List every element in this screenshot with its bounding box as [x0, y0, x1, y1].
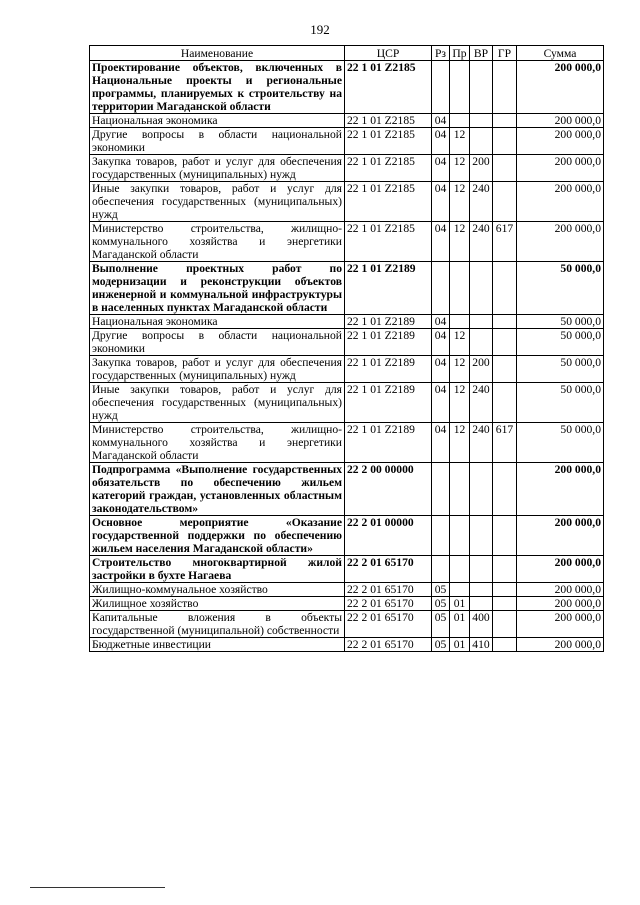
header-rz: Рз	[432, 46, 450, 61]
table-row	[90, 329, 604, 356]
row-vr-cell	[470, 463, 493, 516]
row-sum-cell: 200 000,0	[517, 638, 604, 652]
row-sum-cell: 200 000,0	[517, 222, 604, 262]
row-vr-cell	[470, 315, 493, 329]
row-gr-cell	[493, 182, 517, 222]
row-gr-cell	[493, 329, 517, 356]
row-gr-cell	[493, 356, 517, 383]
header-gr: ГР	[493, 46, 517, 61]
table-row	[90, 597, 604, 611]
row-pr-cell: 12	[450, 155, 470, 182]
row-sum-cell: 50 000,0	[517, 356, 604, 383]
row-pr-cell: 01	[450, 597, 470, 611]
row-csr-cell: 22 1 01 Z2189	[345, 315, 432, 329]
row-gr-cell	[493, 128, 517, 155]
row-rz-cell	[432, 463, 450, 516]
table-row	[90, 222, 604, 262]
row-name-cell: Иные закупки товаров, работ и услуг для обеспечения государственных (муниципальных) нужд	[90, 383, 345, 423]
row-rz-cell: 05	[432, 638, 450, 652]
row-sum-cell: 200 000,0	[517, 516, 604, 556]
row-vr-cell	[470, 262, 493, 315]
table-row	[90, 262, 604, 315]
row-csr-cell: 22 2 01 00000	[345, 516, 432, 556]
row-rz-cell	[432, 556, 450, 583]
row-vr-cell	[470, 329, 493, 356]
row-pr-cell: 12	[450, 329, 470, 356]
row-pr-cell: 12	[450, 222, 470, 262]
row-sum-cell: 200 000,0	[517, 597, 604, 611]
row-vr-cell	[470, 556, 493, 583]
row-sum-cell: 50 000,0	[517, 315, 604, 329]
row-name-cell: Другие вопросы в области национальной экономики	[90, 329, 345, 356]
row-sum-cell: 50 000,0	[517, 262, 604, 315]
row-csr-cell: 22 2 01 65170	[345, 597, 432, 611]
row-rz-cell: 05	[432, 611, 450, 638]
row-gr-cell	[493, 638, 517, 652]
row-sum-cell: 50 000,0	[517, 423, 604, 463]
row-csr-cell: 22 1 01 Z2189	[345, 423, 432, 463]
row-rz-cell: 05	[432, 583, 450, 597]
row-gr-cell: 617	[493, 222, 517, 262]
row-name-cell: Закупка товаров, работ и услуг для обеспечения государственных (муниципальных) нужд	[90, 155, 345, 182]
page-number: 192	[310, 22, 330, 37]
row-pr-cell	[450, 463, 470, 516]
row-name-cell: Подпрограмма «Выполнение государственных обязательств по обеспечению жильем категорий граждан, установленных областным законодательством»	[90, 463, 345, 516]
table-row	[90, 356, 604, 383]
row-name-cell: Национальная экономика	[90, 114, 345, 128]
row-rz-cell	[432, 61, 450, 114]
row-vr-cell: 400	[470, 611, 493, 638]
row-gr-cell	[493, 114, 517, 128]
row-name-cell: Закупка товаров, работ и услуг для обеспечения государственных (муниципальных) нужд	[90, 356, 345, 383]
row-vr-cell: 200	[470, 356, 493, 383]
row-gr-cell	[493, 61, 517, 114]
row-gr-cell	[493, 597, 517, 611]
row-csr-cell: 22 2 01 65170	[345, 638, 432, 652]
row-rz-cell: 04	[432, 315, 450, 329]
row-rz-cell: 05	[432, 597, 450, 611]
row-vr-cell: 240	[470, 383, 493, 423]
row-gr-cell	[493, 556, 517, 583]
row-pr-cell	[450, 583, 470, 597]
row-vr-cell	[470, 61, 493, 114]
row-name-cell: Строительство многоквартирной жилой застройки в бухте Нагаева	[90, 556, 345, 583]
header-sum: Сумма	[517, 46, 604, 61]
row-vr-cell: 410	[470, 638, 493, 652]
header-csr: ЦСР	[345, 46, 432, 61]
table-row	[90, 182, 604, 222]
row-gr-cell	[493, 516, 517, 556]
row-gr-cell	[493, 463, 517, 516]
table-row	[90, 383, 604, 423]
table-row	[90, 423, 604, 463]
table-row	[90, 155, 604, 182]
row-rz-cell: 04	[432, 114, 450, 128]
row-rz-cell: 04	[432, 329, 450, 356]
row-pr-cell	[450, 516, 470, 556]
row-pr-cell	[450, 315, 470, 329]
row-rz-cell: 04	[432, 356, 450, 383]
table-row	[90, 315, 604, 329]
row-vr-cell	[470, 597, 493, 611]
row-gr-cell	[493, 611, 517, 638]
row-csr-cell: 22 1 01 Z2185	[345, 61, 432, 114]
row-name-cell: Жилищно-коммунальное хозяйство	[90, 583, 345, 597]
row-vr-cell: 240	[470, 222, 493, 262]
table-row	[90, 463, 604, 516]
row-pr-cell: 12	[450, 383, 470, 423]
row-vr-cell: 240	[470, 423, 493, 463]
row-vr-cell	[470, 128, 493, 155]
row-vr-cell: 200	[470, 155, 493, 182]
row-pr-cell: 01	[450, 638, 470, 652]
row-name-cell: Министерство строительства, жилищно-коммунального хозяйства и энергетики Магаданской области	[90, 222, 345, 262]
header-vr: ВР	[470, 46, 493, 61]
row-sum-cell: 200 000,0	[517, 556, 604, 583]
row-rz-cell: 04	[432, 222, 450, 262]
row-csr-cell: 22 1 01 Z2185	[345, 182, 432, 222]
row-gr-cell	[493, 155, 517, 182]
row-sum-cell: 200 000,0	[517, 114, 604, 128]
row-gr-cell	[493, 383, 517, 423]
row-vr-cell: 240	[470, 182, 493, 222]
row-vr-cell	[470, 516, 493, 556]
row-name-cell: Основное мероприятие «Оказание государственной поддержки по обеспечению жильем населения Магаданской области»	[90, 516, 345, 556]
row-csr-cell: 22 1 01 Z2185	[345, 128, 432, 155]
row-csr-cell: 22 1 01 Z2185	[345, 222, 432, 262]
table-row	[90, 61, 604, 114]
row-sum-cell: 200 000,0	[517, 611, 604, 638]
row-gr-cell	[493, 583, 517, 597]
row-sum-cell: 200 000,0	[517, 61, 604, 114]
row-name-cell: Капитальные вложения в объекты государственной (муниципальной) собственности	[90, 611, 345, 638]
row-sum-cell: 200 000,0	[517, 182, 604, 222]
table-row	[90, 583, 604, 597]
row-name-cell: Иные закупки товаров, работ и услуг для обеспечения государственных (муниципальных) нужд	[90, 182, 345, 222]
row-sum-cell: 200 000,0	[517, 128, 604, 155]
budget-table	[89, 45, 604, 652]
row-name-cell: Министерство строительства, жилищно-коммунального хозяйства и энергетики Магаданской области	[90, 423, 345, 463]
row-csr-cell: 22 1 01 Z2189	[345, 262, 432, 315]
row-csr-cell: 22 1 01 Z2189	[345, 329, 432, 356]
table-row	[90, 516, 604, 556]
row-sum-cell: 50 000,0	[517, 329, 604, 356]
row-name-cell: Другие вопросы в области национальной экономики	[90, 128, 345, 155]
row-gr-cell	[493, 315, 517, 329]
footer-divider	[30, 887, 165, 888]
row-rz-cell: 04	[432, 155, 450, 182]
row-csr-cell: 22 1 01 Z2189	[345, 356, 432, 383]
table-row	[90, 638, 604, 652]
row-rz-cell	[432, 262, 450, 315]
row-csr-cell: 22 2 01 65170	[345, 556, 432, 583]
row-name-cell: Жилищное хозяйство	[90, 597, 345, 611]
row-vr-cell	[470, 114, 493, 128]
row-rz-cell	[432, 516, 450, 556]
header-pr: Пр	[450, 46, 470, 61]
row-pr-cell: 12	[450, 128, 470, 155]
table-body	[90, 61, 604, 652]
row-rz-cell: 04	[432, 423, 450, 463]
row-rz-cell: 04	[432, 182, 450, 222]
table-header-row	[90, 46, 604, 61]
row-rz-cell: 04	[432, 383, 450, 423]
row-csr-cell: 22 2 01 65170	[345, 611, 432, 638]
row-pr-cell	[450, 262, 470, 315]
row-csr-cell: 22 1 01 Z2185	[345, 114, 432, 128]
table-row	[90, 556, 604, 583]
table-row	[90, 114, 604, 128]
row-pr-cell	[450, 61, 470, 114]
row-sum-cell: 50 000,0	[517, 383, 604, 423]
row-gr-cell: 617	[493, 423, 517, 463]
table-row	[90, 611, 604, 638]
row-pr-cell	[450, 114, 470, 128]
row-vr-cell	[470, 583, 493, 597]
row-csr-cell: 22 2 01 65170	[345, 583, 432, 597]
row-pr-cell: 01	[450, 611, 470, 638]
row-sum-cell: 200 000,0	[517, 155, 604, 182]
row-pr-cell: 12	[450, 423, 470, 463]
row-gr-cell	[493, 262, 517, 315]
row-rz-cell: 04	[432, 128, 450, 155]
row-csr-cell: 22 1 01 Z2189	[345, 383, 432, 423]
row-name-cell: Выполнение проектных работ по модернизации и реконструкции объектов инженерной и коммунальной инфраструктуры в населенных пунктах Магаданской области	[90, 262, 345, 315]
row-name-cell: Бюджетные инвестиции	[90, 638, 345, 652]
row-pr-cell: 12	[450, 182, 470, 222]
row-pr-cell	[450, 556, 470, 583]
row-sum-cell: 200 000,0	[517, 463, 604, 516]
row-csr-cell: 22 2 00 00000	[345, 463, 432, 516]
row-csr-cell: 22 1 01 Z2185	[345, 155, 432, 182]
row-pr-cell: 12	[450, 356, 470, 383]
row-name-cell: Национальная экономика	[90, 315, 345, 329]
table-row	[90, 128, 604, 155]
row-name-cell: Проектирование объектов, включенных в Национальные проекты и региональные программы, планируемых к строительству на территории Магаданской области	[90, 61, 345, 114]
row-sum-cell: 200 000,0	[517, 583, 604, 597]
header-name: Наименование	[90, 46, 345, 61]
